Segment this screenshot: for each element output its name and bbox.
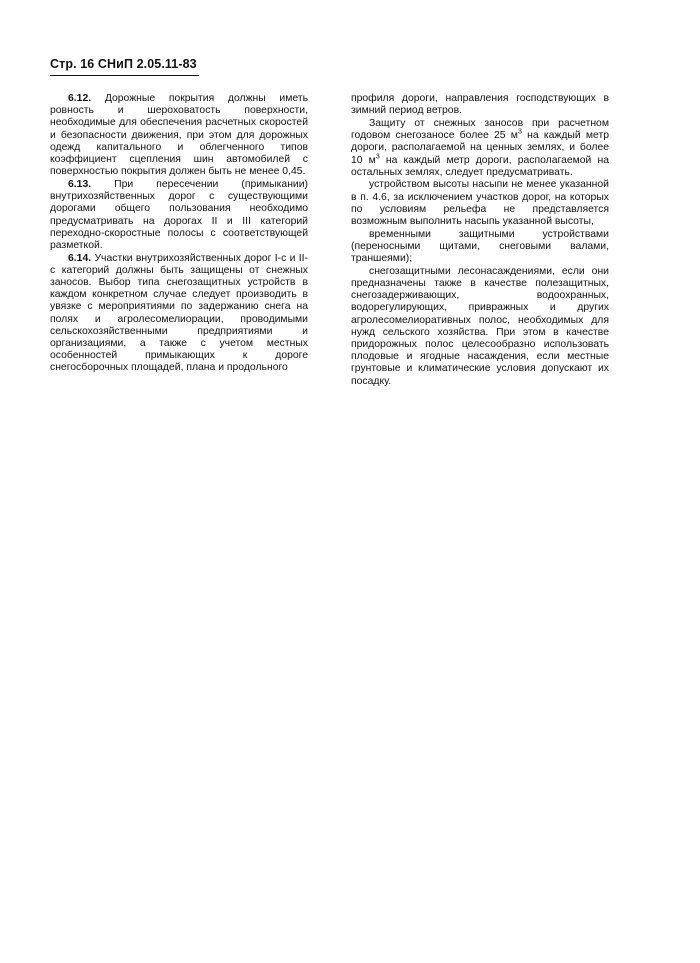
list-item-temporary-devices: временными защитными устройствами (переносными щитами, снеговыми валами, траншеями); [351, 228, 609, 265]
header-underline [50, 75, 199, 76]
page-header: Стр. 16 СНиП 2.05.11-83 [50, 57, 197, 71]
text-fragment: на каждый метр дороги, располагаемой на остальных землях, следует предусматривать. [351, 154, 610, 178]
left-column [50, 93, 308, 375]
clause-number: 6.14. [68, 252, 92, 264]
right-column [351, 93, 609, 388]
clause-text: Участки внутрихозяйственных дорог I-с и II-с категорий должны быть защищены от снежных заносов. Выбор типа снегозащитных устройств в каждом конкретном случае следует производить в увязке с мероприятиями по задержанию снега на полях и агролесомелиорации, проводимыми сельскохозяйственными предприятиями и организациями, а также с учетом местных особенностей примыкающих к дороге снегосборочных площадей, плана и продольного [50, 252, 308, 374]
paragraph-6-13 [50, 179, 308, 252]
list-item-embankment: устройством высоты насыпи не менее указанной в п. 4.6, за исключением участков дорог, на которых по условиям рельефа не представляется возможным выполнить насыпь указанной высоты, [351, 179, 609, 228]
paragraph-continuation: профиля дороги, направления господствующих в зимний период ветров. [351, 93, 609, 117]
clause-text: Дорожные покрытия должны иметь ровность и шероховатость поверхности, необходимые для обеспечения расчетных скоростей и безопасности движения, при этом для дорожных одежд капитального и облегченного типов коэффициент сцепления шин автомобилей с поверхностью покрытия должен быть не менее 0,45. [50, 93, 308, 178]
list-item-forest-plantings: снегозащитными лесонасаждениями, если они предназначены также в качестве полезащитных, снегозадерживающих, водоохранных, водорегулирующих, привражных и других агролесомелиоративных полос, необходимых для нужд сельского хозяйства. При этом в качестве придорожных полос целесообразно использовать плодовые и ягодные насаждения, если местные грунтовые и климатические условия допускают их посадку. [351, 265, 609, 387]
paragraph-6-12 [50, 93, 308, 178]
clause-text: При пересечении (примыкании) внутрихозяйственных дорог с существующими дорогами общего пользования необходимо предусматривать на дорогах II и III категорий переходно-скоростные полосы с соответствующей разметкой. [50, 178, 308, 251]
clause-number: 6.13. [68, 178, 92, 190]
superscript-3: 3 [517, 128, 522, 136]
clause-number: 6.12. [68, 93, 92, 104]
text-fragment: Защиту от снежных заносов при расчетном годовом снегозаносе более 25 м [351, 117, 609, 142]
superscript-3: 3 [375, 153, 380, 161]
text-fragment: на каждый метр дороги, располагаемой на ценных землях, и более 10 м [351, 130, 609, 166]
paragraph-6-14 [50, 253, 308, 375]
paragraph-snow-protection [351, 118, 609, 179]
